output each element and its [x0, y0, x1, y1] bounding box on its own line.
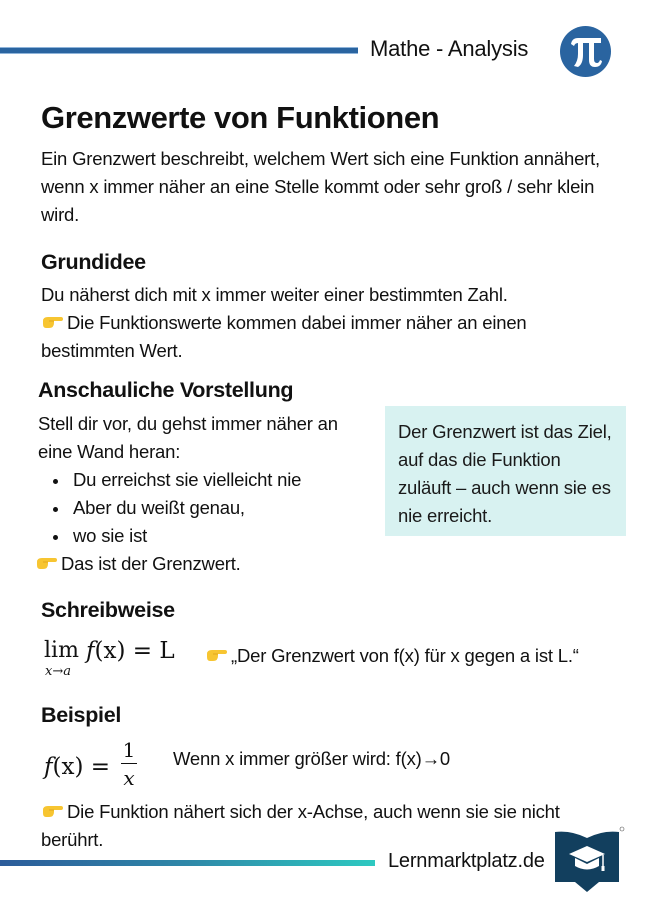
- pointing-hand-icon: [41, 803, 63, 819]
- fraction-bar: [121, 763, 137, 764]
- limit-expression: [86, 638, 175, 664]
- function-symbol: f: [86, 638, 95, 664]
- grundidee-line-2: [41, 309, 621, 365]
- pointing-hand-icon: [35, 555, 57, 571]
- header-accent-bar: [0, 47, 358, 54]
- section-heading-beispiel: Beispiel: [41, 703, 122, 727]
- schreibweise-explanation: [205, 642, 579, 670]
- registered-mark: [620, 827, 624, 831]
- pointing-hand-icon: [41, 314, 63, 330]
- section-heading-schreibweise: Schreibweise: [41, 598, 175, 622]
- example-note: [41, 798, 601, 854]
- example-description: Wenn x immer größer wird: f(x)→0: [173, 748, 450, 769]
- bullet-item: Du erreichst sie vielleicht nie: [38, 466, 368, 494]
- anschaulich-bullet-list: [38, 466, 368, 550]
- callout-box: Der Grenzwert ist das Ziel, auf das die Funktion zuläuft – auch wenn sie es nie erreicht.: [385, 406, 626, 536]
- anschaulich-conclusion-text: Das ist der Grenzwert.: [61, 553, 241, 574]
- grundidee-body: [41, 281, 621, 365]
- limit-expression-rest: (x) = L: [94, 638, 175, 664]
- bullet-item: Aber du weißt genau,: [38, 494, 368, 522]
- limit-subscript: x→a: [45, 664, 71, 679]
- anschaulich-intro: Stell dir vor, du gehst immer näher an eine Wand heran:: [38, 413, 338, 462]
- section-heading-anschaulich: Anschauliche Vorstellung: [38, 378, 294, 402]
- grundidee-line-1: Du näherst dich mit x immer weiter einer bestimmten Zahl.: [41, 284, 508, 305]
- anschaulich-body: [38, 410, 368, 578]
- schreibweise-explanation-text: „Der Grenzwert von f(x) für x gegen a ist L.“: [231, 645, 579, 666]
- intro-text: Ein Grenzwert beschreibt, welchem Wert sich eine Funktion annähert, wenn x immer näher an eine Stelle kommt oder sehr groß / sehr klein wird.: [41, 148, 600, 225]
- fraction-numerator: 1: [122, 738, 136, 762]
- bullet-item: wo sie ist: [38, 522, 368, 550]
- section-heading-grundidee: Grundidee: [41, 250, 146, 274]
- limit-operator: lim: [44, 638, 79, 663]
- book-graduation-cap-icon: [553, 826, 625, 894]
- page-title: Grenzwerte von Funktionen: [41, 100, 440, 135]
- anschaulich-conclusion: [35, 550, 368, 578]
- fraction-denominator: x: [123, 766, 135, 790]
- example-lhs: [44, 754, 110, 780]
- subject-label: Mathe - Analysis: [370, 36, 529, 61]
- example-note-text: Die Funktion nähert sich der x-Achse, auch wenn sie sie nicht berührt.: [41, 801, 560, 850]
- fraction: [121, 738, 137, 789]
- footer-gradient-bar: [0, 860, 375, 866]
- brand-name: Lernmarktplatz.de: [388, 850, 545, 872]
- pi-glyph: [568, 35, 604, 69]
- grundidee-line-2-text: Die Funktionswerte kommen dabei immer näher an einen bestimmten Wert.: [41, 312, 527, 361]
- function-symbol: f: [44, 754, 53, 780]
- pi-icon: [560, 26, 611, 77]
- example-lhs-rest: (x) =: [52, 754, 111, 780]
- pointing-hand-icon: [205, 647, 227, 663]
